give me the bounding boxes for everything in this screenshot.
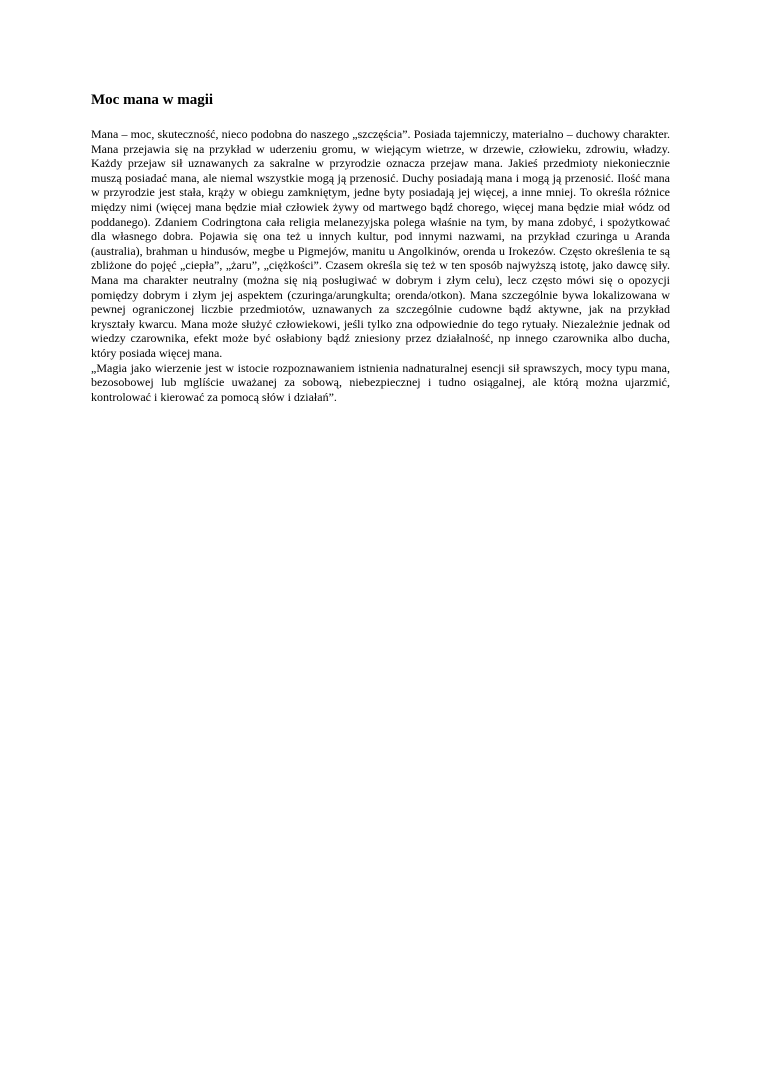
paragraph-mana-description: Mana – moc, skuteczność, nieco podobna do naszego „szczęścia”. Posiada tajemniczy, materialno – duchowy charakter. Mana przejawia się na przykład w uderzeniu gromu, w wiejącym wietrze, w drzewie, człowieku, zdrowiu, władzy. Każdy przejaw sił uznawanych za sakralne w przyrodzie oznacza przejaw mana. Jakieś przedmioty niekoniecznie muszą posiadać mana, ale niemal wszystkie mogą ją przenosić. Duchy posiadają mana i mogą ją przenosić. Ilość mana w przyrodzie jest stała, krąży w obiegu zamkniętym, jedne byty posiadają jej więcej, a inne mniej. To określa różnice między nimi (więcej mana będzie miał człowiek żywy od martwego bądź chorego, więcej mana będzie miał wódz od poddanego). Zdaniem Codringtona cała religia melanezyjska polega właśnie na tym, by mana zdobyć, i spożytkować dla własnego dobra. Pojawia się ona też u innych kultur, pod innymi nazwami, na przykład czuringa u Aranda (australia), brahman u hindusów, megbe u Pigmejów, manitu u Angolkinów, orenda u Irokezów. Często określenia te są zbliżone do pojęć „ciepła”, „żaru”, „ciężkości”. Czasem określa się też w ten sposób najwyższą istotę, jako dawcę siły. Mana ma charakter neutralny (można się nią posługiwać w dobrym i złym celu), lecz często mówi się o opozycji pomiędzy dobrym i złym jej aspektem (czuringa/arungkulta; orenda/otkon). Mana szczególnie bywa lokalizowana w pewnej ograniczonej liczbie przedmiotów, uznawanych za szczególnie cudowne bądź aktywne, jak na przykład kryształy kwarcu. Mana może służyć człowiekowi, jeśli tylko zna odpowiednie do tego rytuały. Niezależnie jednak od wiedzy czarownika, efekt może być osłabiony bądź zniesiony przez działalność, np innego czarownika albo ducha, który posiada więcej mana.: [91, 127, 670, 360]
document-title: Moc mana w magii: [91, 92, 214, 108]
document-content: [91, 91, 670, 404]
paragraph-magic-quote: „Magia jako wierzenie jest w istocie rozpoznawaniem istnienia nadnaturalnej esencji sił sprawszych, mocy typu mana, bezosobowej lub mglíście uważanej za sobową, niebezpiecznej i tudno osiągalnej, ale którą można ujarzmić, kontrolować i kierować za pomocą słów i działań”.: [91, 360, 670, 404]
